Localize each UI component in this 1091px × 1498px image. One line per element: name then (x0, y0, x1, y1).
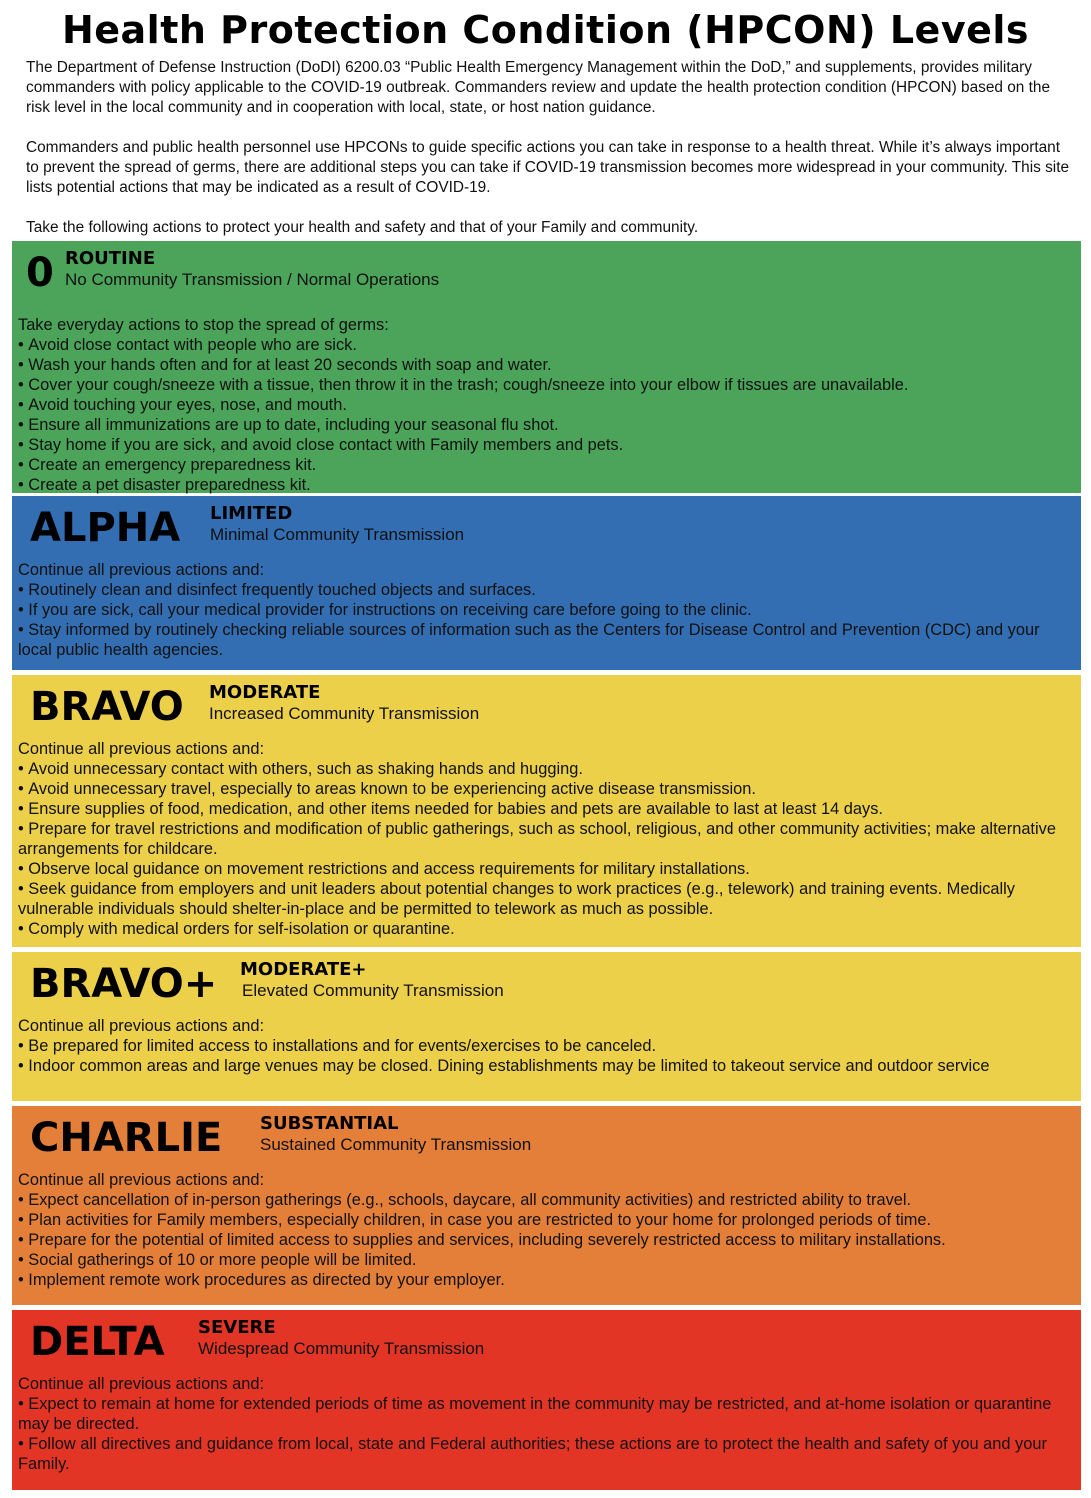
intro-paragraph: Take the following actions to protect your health and safety and that of your Family and community. (26, 219, 699, 236)
level-header (18, 496, 1075, 560)
level-intro: Continue all previous actions and: (18, 1017, 265, 1035)
level-intro: Continue all previous actions and: (18, 740, 265, 758)
intro-paragraph: The Department of Defense Instruction (DoDI) 6200.03 “Public Health Emergency Management within the DoD,” and supplements, provides military commanders with policy applicable to the COVID-19 outbreak. Commanders review and update the health protection condition (HPCON) based on the risk level in the local community and in cooperation with local, state, or host nation guidance. (26, 59, 1051, 116)
action-item: • Expect cancellation of in-person gatherings (e.g., schools, daycare, all community activities) and restricted ability to travel. (18, 1190, 1075, 1210)
level-alpha (12, 496, 1081, 670)
level-delta (12, 1310, 1081, 1490)
level-intro: Continue all previous actions and: (18, 561, 265, 579)
action-item: • Plan activities for Family members, especially children, in case you are restricted to your home for prolonged periods of time. (18, 1210, 1075, 1230)
action-item: • Expect to remain at home for extended periods of time as movement in the community may be restricted, and at-home isolation or quarantine may be directed. (18, 1394, 1075, 1434)
level-name: BRAVO+ (30, 961, 218, 1007)
action-item: • Stay home if you are sick, and avoid close contact with Family members and pets. (18, 435, 1075, 455)
action-item: • If you are sick, call your medical provider for instructions on receiving care before going to the clinic. (18, 600, 1075, 620)
level-name: ALPHA (30, 505, 181, 551)
action-item: • Implement remote work procedures as directed by your employer. (18, 1270, 1075, 1290)
level-subtitle: Sustained Community Transmission (260, 1135, 532, 1154)
level-header (18, 952, 1075, 1016)
level-body (18, 560, 1075, 660)
level-header (18, 1106, 1075, 1170)
level-subtitle: Widespread Community Transmission (198, 1339, 485, 1358)
level-tag: MODERATE (209, 682, 321, 703)
action-item: • Stay informed by routinely checking reliable sources of information such as the Centers for Disease Control and Prevention (CDC) and your local public health agencies. (18, 620, 1075, 660)
level-subtitle: Elevated Community Transmission (242, 981, 504, 1000)
action-item: • Ensure all immunizations are up to date, including your seasonal flu shot. (18, 415, 1075, 435)
action-item: • Indoor common areas and large venues may be closed. Dining establishments may be limited to takeout service and outdoor service (18, 1056, 1075, 1076)
level-name: DELTA (30, 1319, 165, 1365)
level-name: 0 (26, 250, 54, 296)
level-body (18, 1170, 1075, 1290)
action-item: • Social gatherings of 10 or more people will be limited. (18, 1250, 1075, 1270)
action-item: • Wash your hands often and for at least 20 seconds with soap and water. (18, 355, 1075, 375)
action-item: • Follow all directives and guidance from local, state and Federal authorities; these actions are to protect the health and safety of you and your Family. (18, 1434, 1075, 1474)
level-header (18, 1310, 1075, 1374)
level-intro: Take everyday actions to stop the spread of germs: (18, 316, 389, 334)
action-list (18, 759, 1075, 939)
level-tag: SUBSTANTIAL (260, 1113, 399, 1134)
action-list (18, 1190, 1075, 1290)
level-header (18, 675, 1075, 739)
action-item: • Create a pet disaster preparedness kit. (18, 475, 1075, 495)
action-item: • Prepare for the potential of limited access to supplies and services, including severely restricted access to military installations. (18, 1230, 1075, 1250)
action-item: • Observe local guidance on movement restrictions and access requirements for military installations. (18, 859, 1075, 879)
level-tag: LIMITED (210, 503, 293, 524)
level-routine (12, 241, 1081, 493)
level-tag: MODERATE+ (240, 959, 367, 980)
action-list (18, 1394, 1075, 1474)
level-charlie (12, 1106, 1081, 1305)
level-subtitle: Minimal Community Transmission (210, 525, 465, 544)
action-list (18, 335, 1075, 495)
intro-text (26, 58, 1076, 258)
level-bravo-plus (12, 952, 1081, 1101)
level-body (18, 1374, 1075, 1474)
level-name: BRAVO (30, 684, 184, 730)
action-item: • Prepare for travel restrictions and modification of public gatherings, such as school, religious, and other community activities; make alternative arrangements for childcare. (18, 819, 1075, 859)
page-title: Health Protection Condition (HPCON) Levels (61, 8, 1030, 52)
action-item: • Avoid unnecessary contact with others, such as shaking hands and hugging. (18, 759, 1075, 779)
level-subtitle: No Community Transmission / Normal Operations (65, 270, 440, 289)
level-bravo (12, 675, 1081, 947)
action-item: • Create an emergency preparedness kit. (18, 455, 1075, 475)
action-item: • Be prepared for limited access to installations and for events/exercises to be canceled. (18, 1036, 1075, 1056)
action-item: • Avoid close contact with people who are sick. (18, 335, 1075, 355)
level-name: CHARLIE (30, 1115, 223, 1161)
action-item: • Seek guidance from employers and unit leaders about potential changes to work practices (e.g., telework) and training events. Medically vulnerable individuals should shelter-in-place and be permitted to telework as much as possible. (18, 879, 1075, 919)
level-intro: Continue all previous actions and: (18, 1375, 265, 1393)
action-item: • Avoid touching your eyes, nose, and mouth. (18, 395, 1075, 415)
level-tag: SEVERE (198, 1317, 276, 1338)
level-subtitle: Increased Community Transmission (209, 704, 480, 723)
action-item: • Routinely clean and disinfect frequently touched objects and surfaces. (18, 580, 1075, 600)
action-item: • Comply with medical orders for self-isolation or quarantine. (18, 919, 1075, 939)
level-header (18, 241, 1075, 315)
intro-paragraph: Commanders and public health personnel use HPCONs to guide specific actions you can take in response to a health threat. While it’s always important to prevent the spread of germs, there are additional steps you can take if COVID-19 transmission becomes more widespread in your community. This site lists potential actions that may be indicated as a result of COVID-19. (26, 139, 1070, 196)
level-tag: ROUTINE (65, 248, 156, 269)
action-list (18, 1036, 1075, 1076)
action-item: • Avoid unnecessary travel, especially to areas known to be experiencing active disease transmission. (18, 779, 1075, 799)
action-item: • Cover your cough/sneeze with a tissue, then throw it in the trash; cough/sneeze into your elbow if tissues are unavailable. (18, 375, 1075, 395)
action-list (18, 580, 1075, 660)
action-item: • Ensure supplies of food, medication, and other items needed for babies and pets are available to last at least 14 days. (18, 799, 1075, 819)
level-body (18, 739, 1075, 939)
level-body (18, 315, 1075, 495)
level-body (18, 1016, 1075, 1076)
level-intro: Continue all previous actions and: (18, 1171, 265, 1189)
